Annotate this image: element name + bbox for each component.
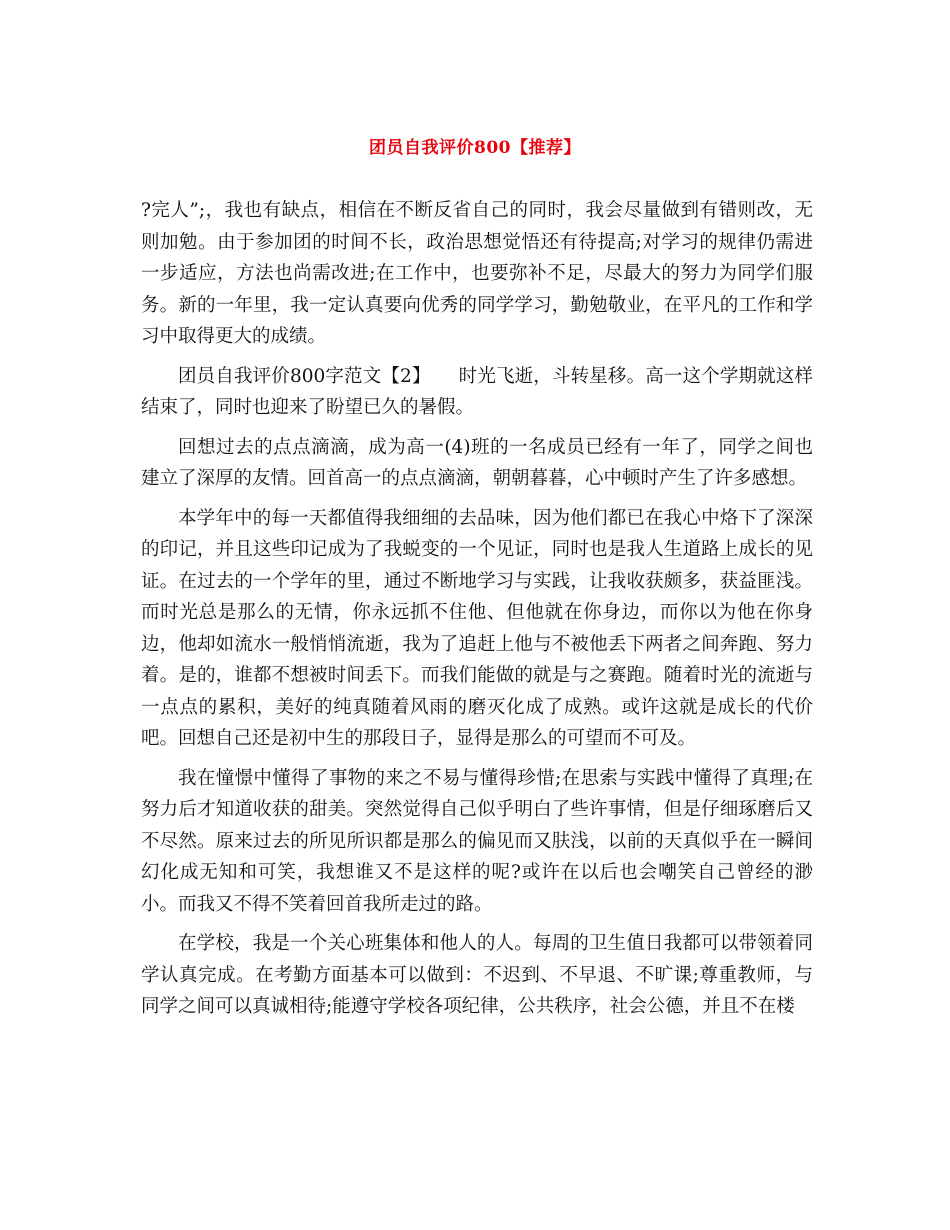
paragraph-1: ?完人”;，我也有缺点，相信在不断反省自己的同时，我会尽量做到有错则改，无则加勉。由于参加团的时间不长，政治思想觉悟还有待提高;对学习的规律仍需进一步适应，方法也尚需改进;在工作中，也要弥补不足，尽最大的努力为同学们服务。新的一年里，我一定认真要向优秀的同学学习，勤勉敬业，在平凡的工作和学习中取得更大的成绩。 <box>141 200 813 347</box>
document-title: 团员自我评价800【推荐】 <box>369 138 581 158</box>
paragraph-3: 回想过去的点点滴滴，成为高一(4)班的一名成员已经有一年了，同学之间也建立了深厚的友情。回首高一的点点滴滴，朝朝暮暮，心中顿时产生了许多感想。 <box>141 436 813 489</box>
paragraph-2: 团员自我评价800字范文【2】 时光飞逝，斗转星移。高一这个学期就这样结束了，同时也迎来了盼望已久的暑假。 <box>141 365 813 418</box>
paragraph-5: 我在憧憬中懂得了事物的来之不易与懂得珍惜;在思索与实践中懂得了真理;在努力后才知道收获的甜美。突然觉得自己似乎明白了些许事情，但是仔细琢磨后又不尽然。原来过去的所见所识都是那么的偏见而又肤浅，以前的天真似乎在一瞬间幻化成无知和可笑，我想谁又不是这样的呢?或许在以后也会嘲笑自己曾经的渺小。而我又不得不笑着回首我所走过的路。 <box>141 767 813 915</box>
paragraph-4: 本学年中的每一天都值得我细细的去品味，因为他们都已在我心中烙下了深深的印记，并且这些印记成为了我蜕变的一个见证，同时也是我人生道路上成长的见证。在过去的一个学年的里，通过不断地学习与实践，让我收获颇多，获益匪浅。而时光总是那么的无情，你永远抓不住他、但他就在你身边，而你以为他在你身边，他却如流水一般悄悄流逝，我为了追赶上他与不被他丢下两者之间奔跑、努力着。是的，谁都不想被时间丢下。而我们能做的就是与之赛跑。随着时光的流逝与一点点的累积，美好的纯真随着风雨的磨灭化成了成熟。或许这就是成长的代价吧。回想自己还是初中生的那段日子，显得是那么的可望而不可及。 <box>141 507 813 749</box>
document-body <box>141 195 813 1031</box>
paragraph-6: 在学校，我是一个关心班集体和他人的人。每周的卫生值日我都可以带领着同学认真完成。在考勤方面基本可以做到：不迟到、不早退、不旷课;尊重教师，与同学之间可以真诚相待;能遵守学校各项纪律，公共秩序，社会公德，并且不在楼 <box>141 933 813 1017</box>
